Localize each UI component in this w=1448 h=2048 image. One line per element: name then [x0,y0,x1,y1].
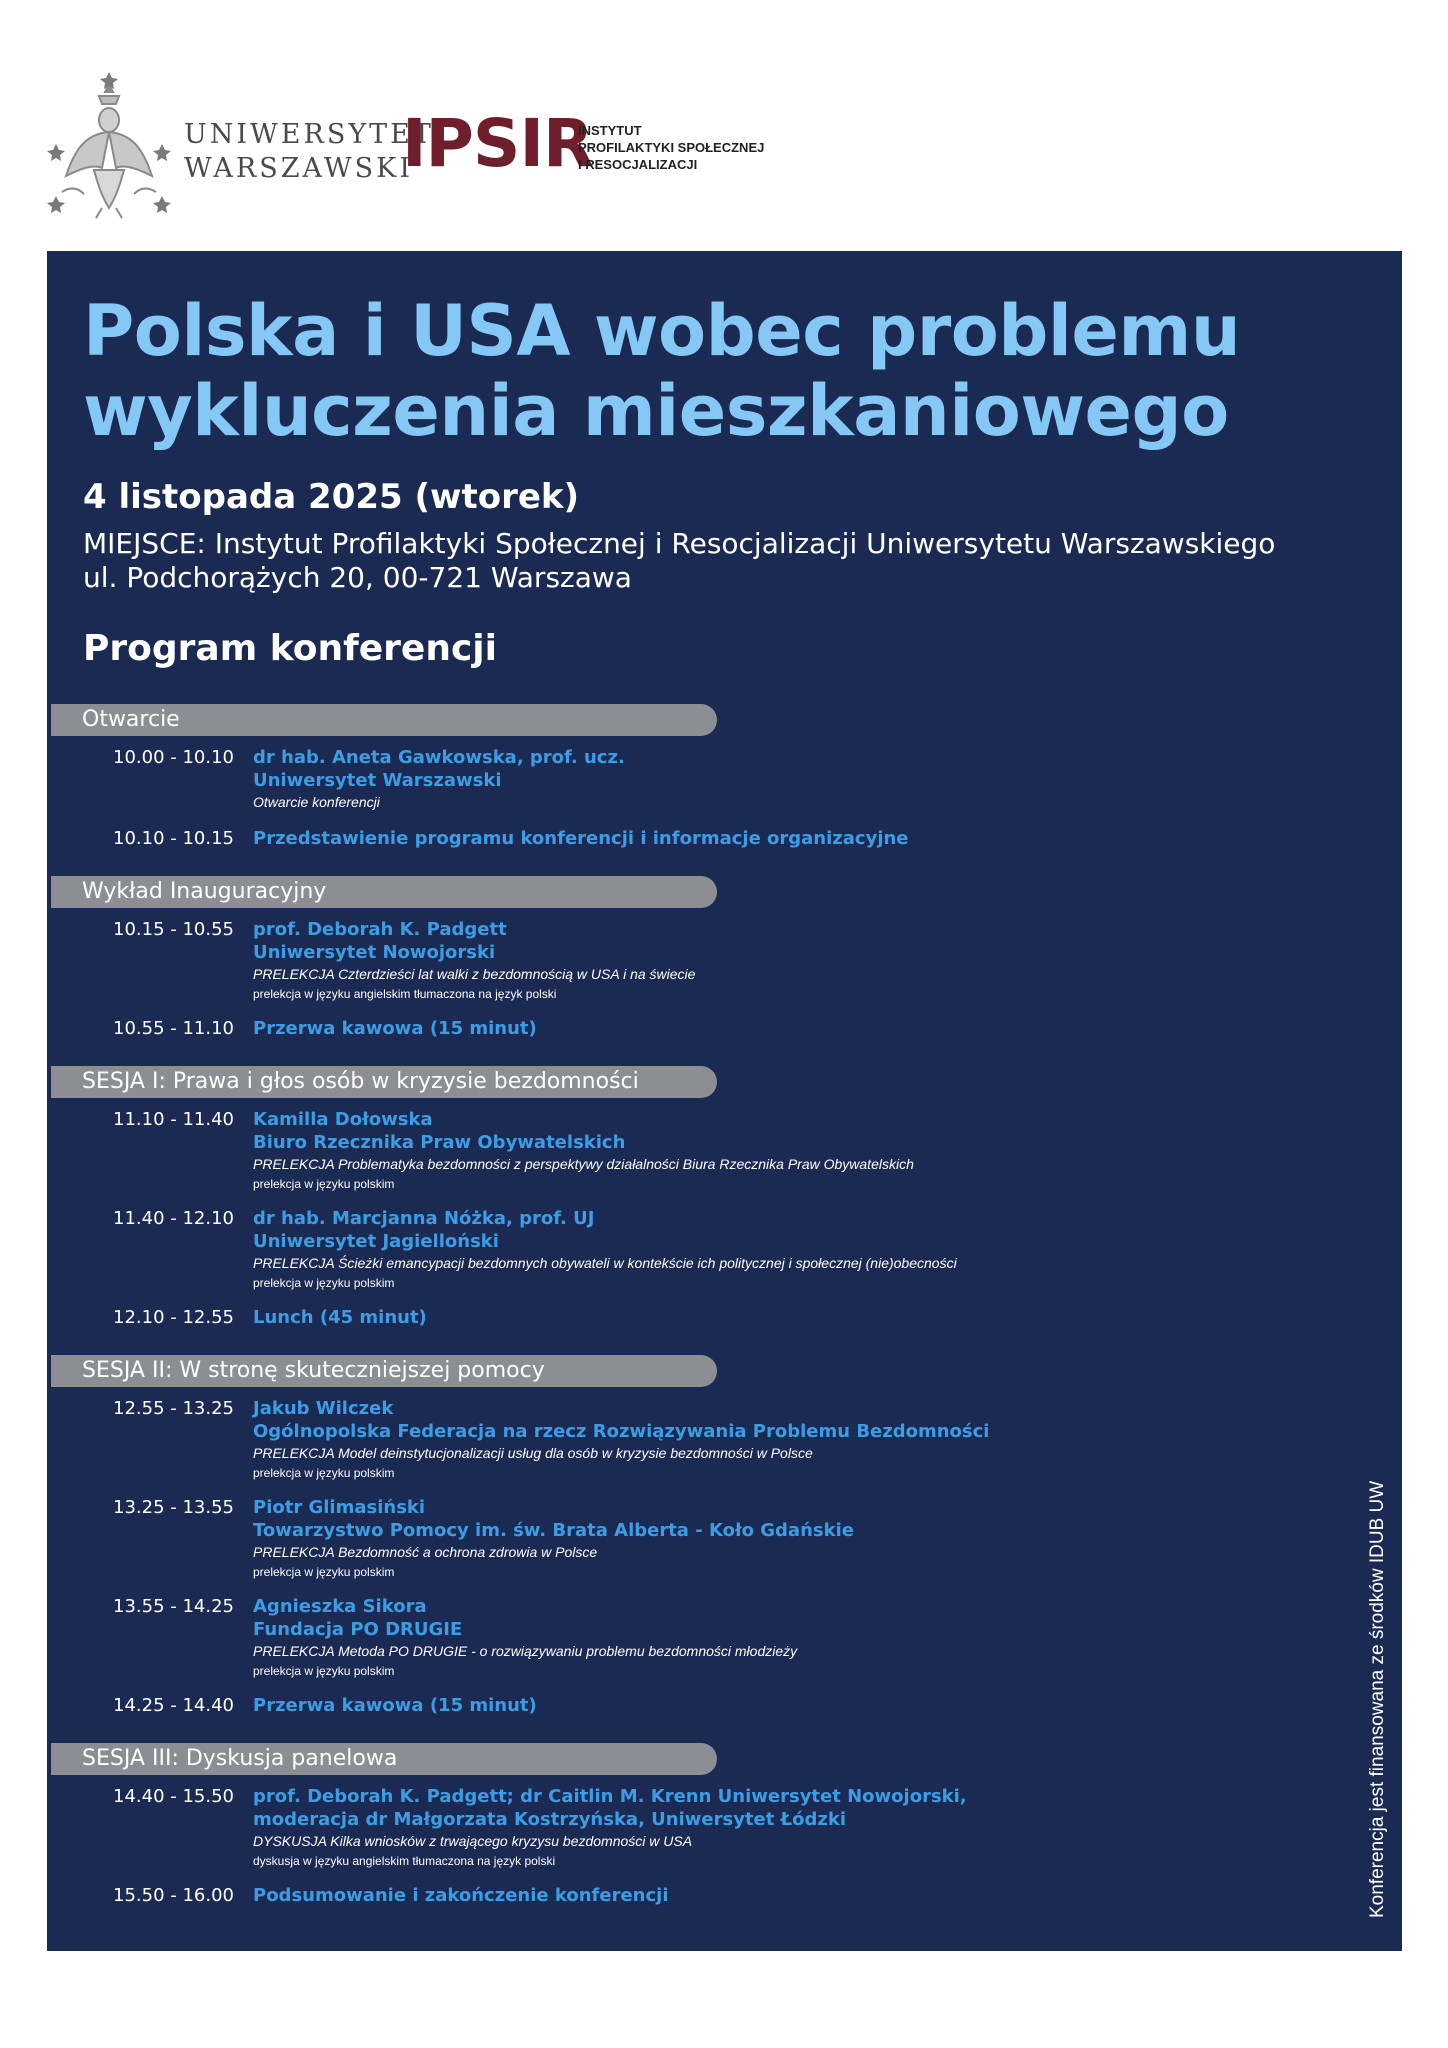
item-time: 15.50 - 16.00 [113,1885,234,1906]
item-time: 11.10 - 11.40 [113,1109,234,1130]
item-description: PRELEKCJA Model deinstytucjonalizacji usług dla osób w kryzysie bezdomności w Polsce [253,1445,813,1461]
conference-place [83,527,1275,595]
institute-name-line: PROFILAKTYKI SPOŁECZNEJ [578,140,765,155]
item-name: Lunch (45 minut) [253,1307,427,1328]
program-item [47,1108,1347,1193]
title-line: wykluczenia mieszkaniowego [83,370,1229,452]
conference-date: 4 listopada 2025 (wtorek) [83,477,580,517]
item-language-note: prelekcja w języku polskim [253,1466,395,1480]
item-name: Kamilla Dołowska [253,1109,433,1130]
program-item [47,746,1347,813]
item-name: Przedstawienie programu konferencji i informacje organizacyjne [253,828,909,849]
item-name: dr hab. Marcjanna Nóżka, prof. UJ [253,1208,595,1229]
item-description: Otwarcie konferencji [253,794,380,810]
program-item [47,1496,1347,1581]
session-title: SESJA I: Prawa i głos osób w kryzysie bezdomności [51,1066,717,1098]
program-item [47,1397,1347,1482]
item-time: 10.10 - 10.15 [113,828,234,849]
item-time: 13.55 - 14.25 [113,1596,234,1617]
item-body [253,918,1347,1003]
item-language-note: dyskusja w języku angielskim tłumaczona na język polski [253,1854,556,1868]
university-name-line: WARSZAWSKI [184,153,413,184]
session-title: SESJA III: Dyskusja panelowa [51,1743,717,1775]
item-description: DYSKUSJA Kilka wniosków z trwającego kryzysu bezdomności w USA [253,1833,693,1849]
item-description: PRELEKCJA Bezdomność a ochrona zdrowia w Polsce [253,1544,598,1560]
program-item [47,1785,1347,1870]
program-sections [47,704,1347,1933]
item-language-note: prelekcja w języku angielskim tłumaczona na język polski [253,987,557,1001]
item-language-note: prelekcja w języku polskim [253,1276,395,1290]
item-body [253,1108,1347,1193]
item-description: PRELEKCJA Metoda PO DRUGIE - o rozwiązywaniu problemu bezdomności młodzieży [253,1643,798,1659]
item-language-note: prelekcja w języku polskim [253,1664,395,1678]
item-name: Jakub Wilczek [253,1398,394,1419]
item-name: moderacja dr Małgorzata Kostrzyńska, Uniwersytet Łódzki [253,1809,847,1830]
item-name: Towarzystwo Pomocy im. św. Brata Alberta - Koło Gdańskie [253,1520,854,1541]
item-time: 14.25 - 14.40 [113,1695,234,1716]
item-name: Uniwersytet Warszawski [253,770,502,791]
institute-name [578,122,764,173]
item-body [253,1207,1347,1292]
item-name: prof. Deborah K. Padgett; dr Caitlin M. Krenn Uniwersytet Nowojorski, [253,1786,967,1807]
university-name [184,118,434,186]
place-line: ul. Podchorążych 20, 00-721 Warszawa [83,561,632,594]
session-items [47,1098,1347,1355]
item-name: Podsumowanie i zakończenie konferencji [253,1885,669,1906]
item-description: PRELEKCJA Czterdzieści lat walki z bezdomnością w USA i na świecie [253,966,696,982]
institute-name-line: I RESOCJALIZACJI [578,157,698,172]
conference-title [83,291,1363,451]
university-name-line: UNIWERSYTET [184,119,434,150]
item-time: 10.15 - 10.55 [113,919,234,940]
session-title: SESJA II: W stronę skuteczniejszej pomocy [51,1355,717,1387]
item-body [253,1785,1347,1870]
session-items [47,1387,1347,1743]
item-language-note: prelekcja w języku polskim [253,1565,395,1579]
institute-name-line: INSTYTUT [578,123,642,138]
item-body [253,1306,1347,1329]
item-name: Uniwersytet Jagielloński [253,1231,499,1252]
item-name: Piotr Glimasiński [253,1497,426,1518]
item-body [253,1595,1347,1680]
program-item [47,918,1347,1003]
program-item [47,827,1347,850]
item-description: PRELEKCJA Problematyka bezdomności z perspektywy działalności Biura Rzecznika Praw Obywatelskich [253,1156,914,1172]
item-name: Fundacja PO DRUGIE [253,1619,463,1640]
item-body [253,746,1347,813]
ipsir-logo: IPSIR [402,105,593,182]
item-name: Uniwersytet Nowojorski [253,942,496,963]
program-item [47,1207,1347,1292]
header [0,0,1448,250]
program-item [47,1017,1347,1040]
item-body [253,1884,1347,1907]
item-name: Ogólnopolska Federacja na rzecz Rozwiązywania Problemu Bezdomności [253,1421,990,1442]
session-title: Otwarcie [51,704,717,736]
item-time: 13.25 - 13.55 [113,1497,234,1518]
place-line: MIEJSCE: Instytut Profilaktyki Społecznej i Resocjalizacji Uniwersytetu Warszawskiego [83,527,1276,560]
item-name: Przerwa kawowa (15 minut) [253,1695,537,1716]
title-line: Polska i USA wobec problemu [83,290,1241,372]
program-item [47,1306,1347,1329]
conference-panel [47,251,1402,1951]
item-body [253,1496,1347,1581]
item-time: 11.40 - 12.10 [113,1208,234,1229]
session-items [47,1775,1347,1933]
item-name: Przerwa kawowa (15 minut) [253,1018,537,1039]
session-title: Wykład Inauguracyjny [51,876,717,908]
program-item [47,1694,1347,1717]
funding-note: Konferencja jest finansowana ze środków IDUB UW [1367,1480,1388,1918]
item-body [253,1397,1347,1482]
item-time: 12.10 - 12.55 [113,1307,234,1328]
item-time: 10.00 - 10.10 [113,747,234,768]
item-time: 14.40 - 15.50 [113,1786,234,1807]
item-body [253,827,1347,850]
program-heading: Program konferencji [83,628,497,669]
item-name: Biuro Rzecznika Praw Obywatelskich [253,1132,626,1153]
eagle-emblem-icon [44,72,174,220]
program-item [47,1595,1347,1680]
item-name: prof. Deborah K. Padgett [253,919,507,940]
item-language-note: prelekcja w języku polskim [253,1177,395,1191]
item-name: dr hab. Aneta Gawkowska, prof. ucz. [253,747,625,768]
item-description: PRELEKCJA Ścieżki emancypacji bezdomnych obywateli w kontekście ich politycznej i społecznej (nie)obecności [253,1255,957,1271]
item-body [253,1694,1347,1717]
item-time: 10.55 - 11.10 [113,1018,234,1039]
item-body [253,1017,1347,1040]
session-items [47,736,1347,876]
item-name: Agnieszka Sikora [253,1596,427,1617]
item-time: 12.55 - 13.25 [113,1398,234,1419]
program-item [47,1884,1347,1907]
session-items [47,908,1347,1066]
